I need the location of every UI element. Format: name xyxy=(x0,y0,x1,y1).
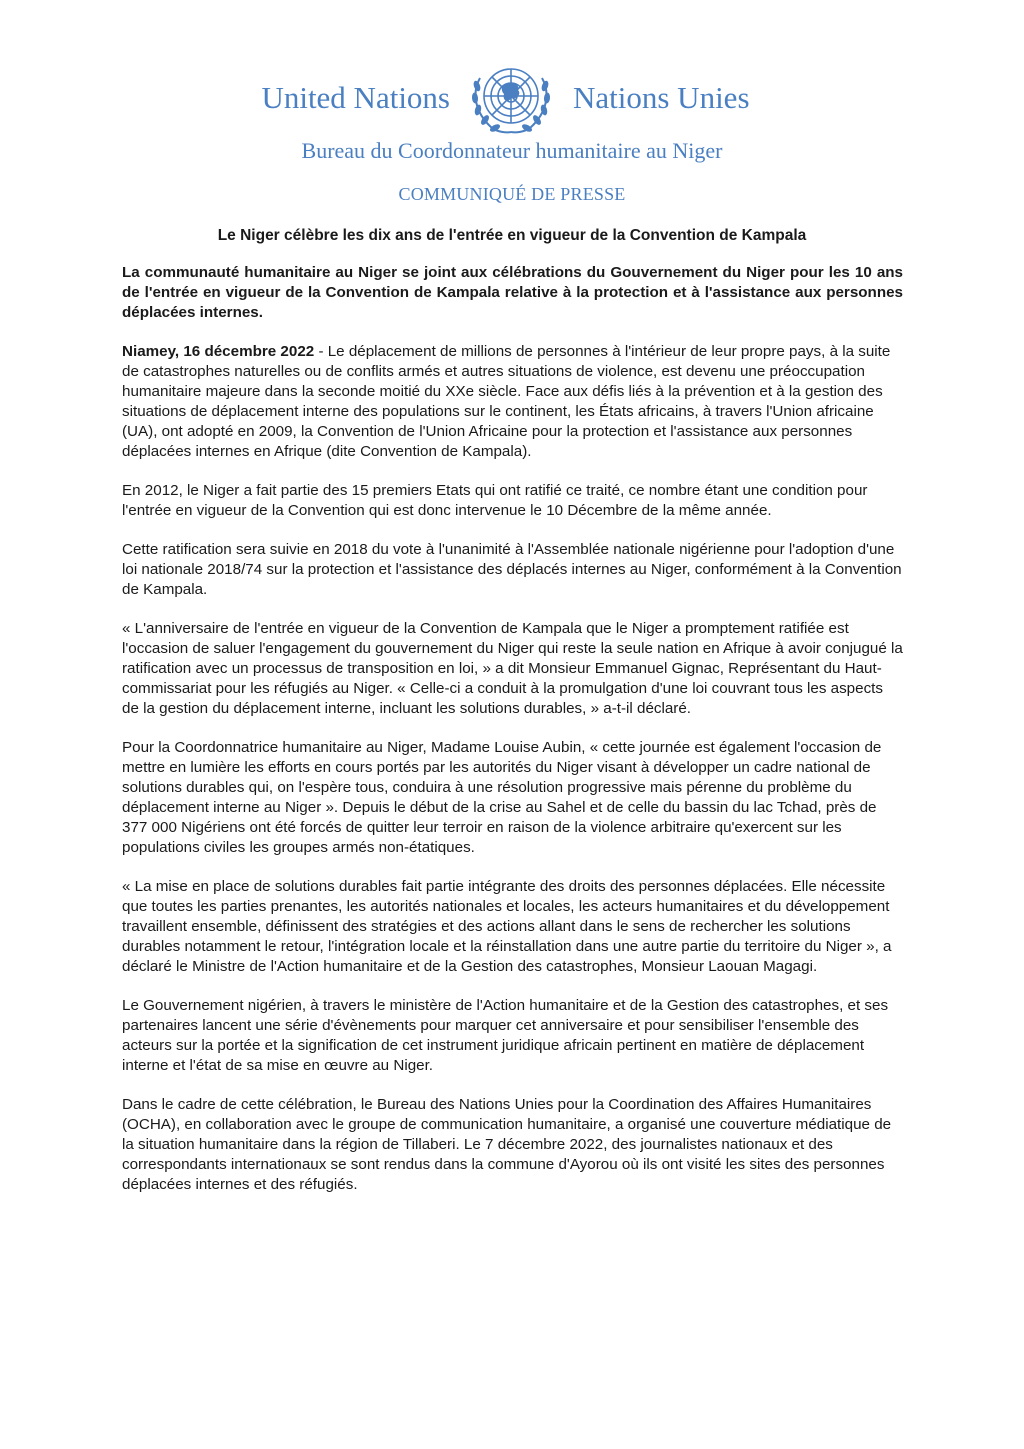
bureau-name: Bureau du Coordonnateur humanitaire au Niger xyxy=(301,138,723,163)
press-release-body xyxy=(122,263,903,1214)
paragraph-1-text: - Le déplacement de millions de personnes à l'intérieur de leur propre pays, à la suite de catastrophes naturelles ou de conflits armés et autres situations de violence, est devenu une préoccupation humanitaire majeure dans la seconde moitié du XXe siècle. Face aux défis liés à la prévention et à la gestion des situations de déplacement interne des populations sur le continent, les États africains, à travers l'Union africaine (UA), ont adopté en 2009, la Convention de l'Union Africaine pour la protection et l'assistance aux personnes déplacées internes en Afrique (dite Convention de Kampala). xyxy=(122,343,891,460)
document-type: COMMUNIQUÉ DE PRESSE xyxy=(398,184,626,204)
org-name-english: United Nations xyxy=(261,80,450,115)
paragraph-5: Pour la Coordonnatrice humanitaire au Niger, Madame Louise Aubin, « cette journée est également l'occasion de mettre en lumière les efforts en cours portés par les autorités du Niger visant à développer un cadre national de solutions durables qui, on l'espère tous, conduira à une résolution progressive mais pérenne du problème du déplacement interne au Niger ». Depuis le début de la crise au Sahel et de celle du bassin du lac Tchad, près de 377 000 Nigériens ont été forcés de quitter leur terroir en raison de la violence arbitraire qu'exercent sur les populations civiles les groupes armés non-étatiques. xyxy=(122,739,882,856)
dateline: Niamey, 16 décembre 2022 xyxy=(122,343,315,360)
paragraph-2: En 2012, le Niger a fait partie des 15 premiers Etats qui ont ratifié ce traité, ce nombre étant une condition pour l'entrée en vigueur de la Convention qui est donc intervenue le 10 Décembre de la même année. xyxy=(122,482,868,519)
paragraph-8: Dans le cadre de cette célébration, le Bureau des Nations Unies pour la Coordination des Affaires Humanitaires (OCHA), en collaboration avec le groupe de communication humanitaire, a organisé une couverture médiatique de la situation humanitaire dans la région de Tillaberi. Le 7 décembre 2022, des journalistes nationaux et des correspondants internationaux se sont rendus dans la commune d'Ayorou où ils ont visité les sites des personnes déplacées internes et des réfugiés. xyxy=(122,1096,892,1193)
press-release-title: Le Niger célèbre les dix ans de l'entrée en vigueur de la Convention de Kampala xyxy=(217,227,807,244)
paragraph-6: « La mise en place de solutions durables fait partie intégrante des droits des personnes déplacées. Elle nécessite que toutes les parties prenantes, les autorités nationales et locales, les acteurs humanitaires et du développement travaillent ensemble, définissent des stratégies et des actions allant dans le sens de rechercher les solutions durables notamment le retour, l'intégration locale et la réinstallation dans une autre partie du territoire du Niger », a déclaré le Ministre de l'Action humanitaire et de la Gestion des catastrophes, Monsieur Laouan Magagi. xyxy=(122,878,892,975)
lead-paragraph: La communauté humanitaire au Niger se joint aux célébrations du Gouvernement du Niger pour les 10 ans de l'entrée en vigueur de la Convention de Kampala relative à la protection et à l'assistance aux personnes déplacées internes. xyxy=(122,264,903,321)
org-name-french: Nations Unies xyxy=(573,80,750,115)
paragraph-7: Le Gouvernement nigérien, à travers le ministère de l'Action humanitaire et de la Gestion des catastrophes, et ses partenaires lancent une série d'évènements pour marquer cet anniversaire et pour sensibiliser l'ensemble des acteurs sur la portée et la signification de cet instrument juridique africain pertinent en matière de déplacement interne et l'état de sa mise en œuvre au Niger. xyxy=(122,997,889,1074)
un-emblem-icon xyxy=(466,58,556,136)
paragraph-3: Cette ratification sera suivie en 2018 du vote à l'unanimité à l'Assemblée nationale nigérienne pour l'adoption d'une loi nationale 2018/74 sur la protection et l'assistance des déplacés internes au Niger, conformément à la Convention de Kampala. xyxy=(122,541,902,598)
paragraph-1 xyxy=(122,342,903,462)
paragraph-4: « L'anniversaire de l'entrée en vigueur de la Convention de Kampala que le Niger a promptement ratifiée est l'occasion de saluer l'engagement du gouvernement du Niger qui reste la seule nation en Afrique à avoir conjugué la ratification avec un processus de transposition en loi, » a dit Monsieur Emmanuel Gignac, Représentant du Haut-commissariat pour les réfugiés au Niger. « Celle-ci a conduit à la promulgation d'une loi couvrant tous les aspects de la gestion du déplacement interne, incluant les solutions durables, » a-t-il déclaré. xyxy=(122,620,903,717)
letterhead xyxy=(0,58,1024,138)
